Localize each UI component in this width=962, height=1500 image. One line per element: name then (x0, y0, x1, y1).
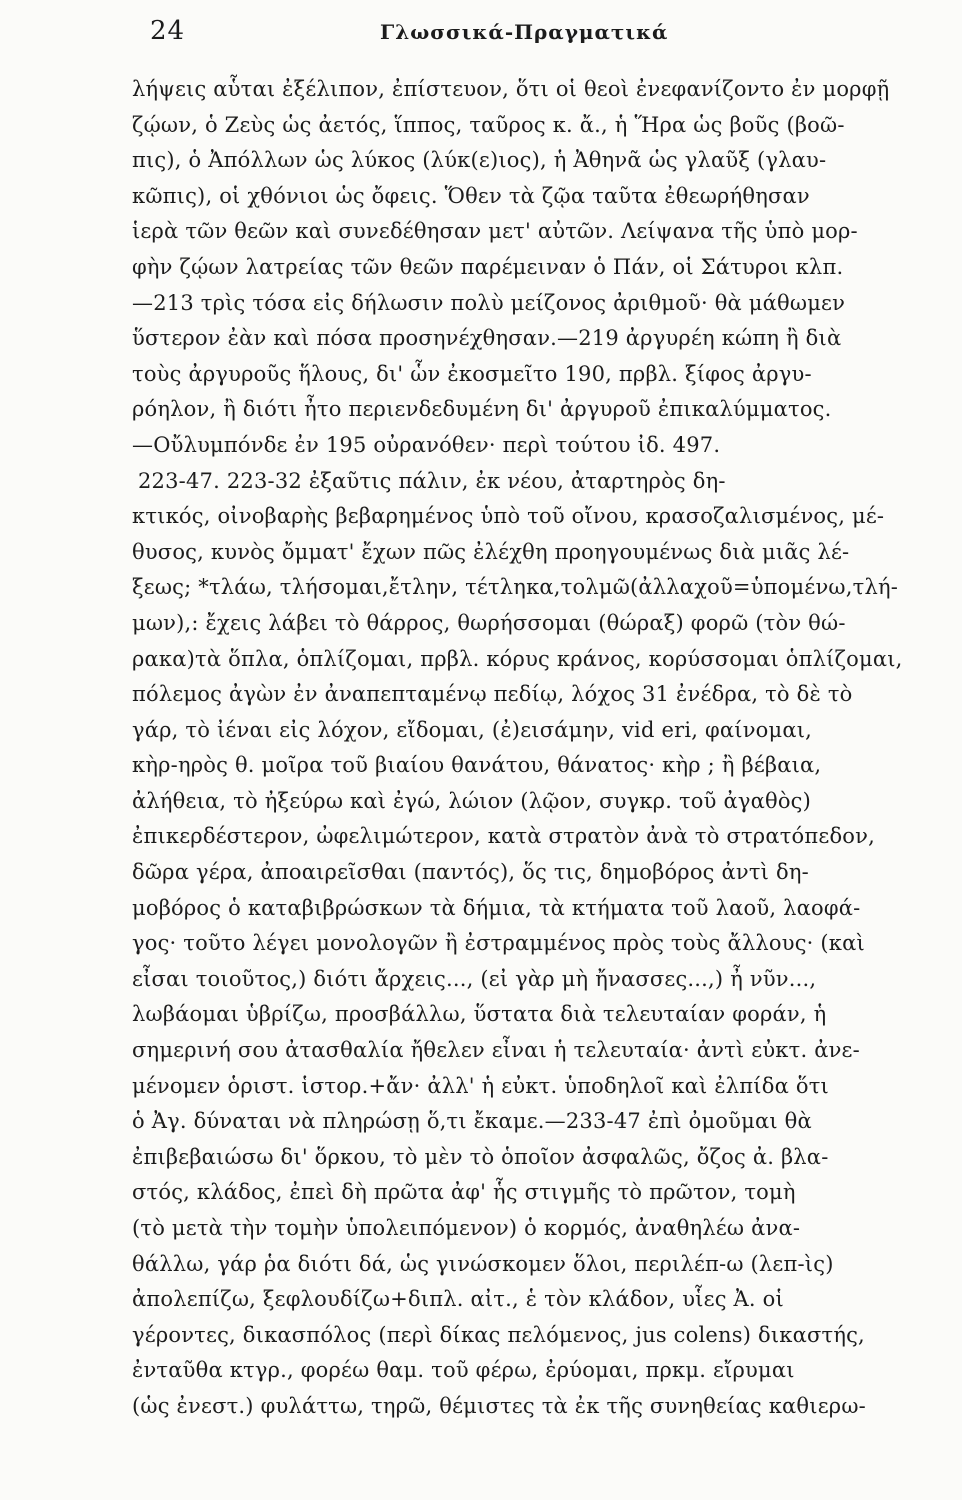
text-line: (τὸ μετὰ τὴν τομὴν ὑπολειπόμενον) ὁ κορμός, ἀναθηλέω ἀνα- (132, 1216, 801, 1240)
text-line: τοὺς ἀργυροῦς ἥλους, δι' ὧν ἐκοσμεῖτο 190, πρβλ. ξίφος ἀργυ- (132, 361, 812, 386)
text-line: κὴρ-ηρὸς θ. μοῖρα τοῦ βιαίου θανάτου, θάνατος· κὴρ ; ἢ βέβαια, (132, 753, 822, 778)
text-line: ἀλήθεια, τὸ ἠξεύρω καὶ ἐγώ, λώιον (λῷον, συγκρ. τοῦ ἀγαθὸς) (132, 788, 812, 813)
text-line: μένομεν ὁριστ. ἱστορ.+ἄν· ἀλλ' ἡ εὐκτ. ὑποδηλοῖ καὶ ἐλπίδα ὅτι (132, 1073, 829, 1098)
text-line: ρόηλον, ἢ διότι ἦτο περιενδεδυμένη δι' ἀργυροῦ ἐπικαλύμματος. (132, 397, 832, 422)
text-line: γάρ, τὸ ἰέναι εἰς λόχον, εἴδομαι, (ἐ)εισάμην, vid eri, φαίνομαι, (132, 717, 813, 742)
text-line: πόλεμος ἀγὼν ἐν ἀναπεπταμένῳ πεδίῳ, λόχος 31 ἐνέδρα, τὸ δὲ τὸ (132, 682, 853, 707)
page-header (0, 12, 962, 52)
text-line: ἱερὰ τῶν θεῶν καὶ συνεδέθησαν μετ' αὐτῶν. Λείψανα τῆς ὑπὸ μορ- (132, 219, 858, 244)
text-line: πις), ὁ Ἀπόλλων ὡς λύκος (λύκ(ε)ιος), ἡ Ἀθηνᾶ ὡς γλαῦξ (γλαυ- (132, 148, 827, 173)
text-line: 223-47. 223-32 ἐξαῦτις πάλιν, ἐκ νέου, ἀταρτηρὸς δη- (138, 468, 726, 493)
text-line: δῶρα γέρα, ἀποαιρεῖσθαι (παντός), ὅς τις, δημοβόρος ἀντὶ δη- (132, 860, 809, 885)
text-line: γος· τοῦτο λέγει μονολογῶν ἢ ἐστραμμένος πρὸς τοὺς ἄλλους· (καὶ (132, 931, 865, 956)
text-line: ἐπιβεβαιώσω δι' ὅρκου, τὸ μὲν τὸ ὁποῖον ἀσφαλῶς, ὄζος ἀ. βλα- (132, 1144, 829, 1169)
text-line: σημερινή σου ἀτασθαλία ἤθελεν εἶναι ἡ τελευταία· ἀντὶ εὐκτ. ἀνε- (132, 1038, 860, 1063)
text-line: φὴν ζῴων λατρείας τῶν θεῶν παρέμειναν ὁ Πάν, οἱ Σάτυροι κλπ. (132, 254, 844, 279)
text-line: ἀπολεπίζω, ξεφλουδίζω+διπλ. αἰτ., ἑ τὸν κλάδον, υἷες Ἀ. οἱ (132, 1287, 784, 1312)
text-line: εἶσαι τοιοῦτος,) διότι ἄρχεις..., (εἰ γὰρ μὴ ἤνασσες...,) ἦ νῦν..., (132, 966, 817, 991)
text-line: λωβάομαι ὑβρίζω, προσβάλλω, ὕστατα διὰ τελευταίαν φοράν, ἡ (132, 1002, 827, 1027)
text-line: κῶπις), οἱ χθόνιοι ὡς ὄφεις. Ὅθεν τὰ ζῷα ταῦτα ἐθεωρήθησαν (132, 183, 810, 208)
text-line: λήψεις αὗται ἐξέλιπον, ἐπίστευον, ὅτι οἱ θεοὶ ἐνεφανίζοντο ἐν μορφῇ (132, 77, 890, 101)
text-line: στός, κλάδος, ἐπεὶ δὴ πρῶτα ἀφ' ἧς στιγμῆς τὸ πρῶτον, τομὴ (132, 1180, 796, 1205)
text-line: θυσος, κυνὸς ὄμματ' ἔχων πῶς ἐλέχθη προηγουμένως διὰ μιᾶς λέ- (132, 539, 850, 564)
page-number: 24 (150, 16, 186, 46)
text-line: μοβόρος ὁ καταβιβρώσκων τὰ δήμια, τὰ κτήματα τοῦ λαοῦ, λαοφά- (132, 895, 861, 920)
running-head: Γλωσσικά-Πραγματικά (380, 20, 669, 44)
text-line: κτικός, οἰνοβαρὴς βεβαρημένος ὑπὸ τοῦ οἴνου, κρασοζαλισμένος, μέ- (132, 504, 885, 529)
text-line: (ὡς ἐνεστ.) φυλάττω, τηρῶ, θέμιστες τὰ ἐκ τῆς συνηθείας καθιερω- (132, 1393, 866, 1418)
text-line: —Οὔλυμπόνδε ἐν 195 οὐρανόθεν· περὶ τούτου ἰδ. 497. (132, 432, 721, 457)
body-text (132, 72, 952, 1425)
text-line: ἐνταῦθα κτγρ., φορέω θαμ. τοῦ φέρω, ἐρύομαι, πρκμ. εἴρυμαι (132, 1358, 795, 1383)
text-line: ὕστερον ἐὰν καὶ πόσα προσηνέχθησαν.—219 ἀργυρέη κώπη ἢ διὰ (132, 326, 842, 351)
text-line: ὁ Ἀγ. δύναται νὰ πληρώσῃ ὅ,τι ἔκαμε.—233-47 ἐπὶ ὀμοῦμαι θὰ (132, 1109, 812, 1134)
text-line: ζῴων, ὁ Ζεὺς ὡς ἀετός, ἵππος, ταῦρος κ. ἄ., ἡ Ἥρα ὡς βοῦς (βοῶ- (132, 112, 845, 137)
text-line: γέροντες, δικασπόλος (περὶ δίκας πελόμενος, jus colens) δικαστής, (132, 1322, 865, 1347)
text-line: μων),: ἔχεις λάβει τὸ θάρρος, θωρήσσομαι (θώραξ) φορῶ (τὸν θώ- (132, 610, 846, 635)
text-line: θάλλω, γάρ ῥα διότι δά, ὡς γινώσκομεν ὅλοι, περιλέπ-ω (λεπ-ὶς) (132, 1251, 834, 1276)
text-line: —213 τρὶς τόσα εἰς δήλωσιν πολὺ μείζονος ἀριθμοῦ· θὰ μάθωμεν (132, 290, 846, 315)
text-line: ἐπικερδέστερον, ὠφελιμώτερον, κατὰ στρατὸν ἀνὰ τὸ στρατόπεδον, (132, 824, 875, 849)
text-line: ρακα)τὰ ὅπλα, ὁπλίζομαι, πρβλ. κόρυς κράνος, κορύσσομαι ὁπλίζομαι, (132, 646, 903, 671)
text-line: ξεως; *τλάω, τλήσομαι,ἔτλην, τέτληκα,τολμῶ(ἀλλαχοῦ=ὑπομένω,τλή- (132, 575, 899, 600)
